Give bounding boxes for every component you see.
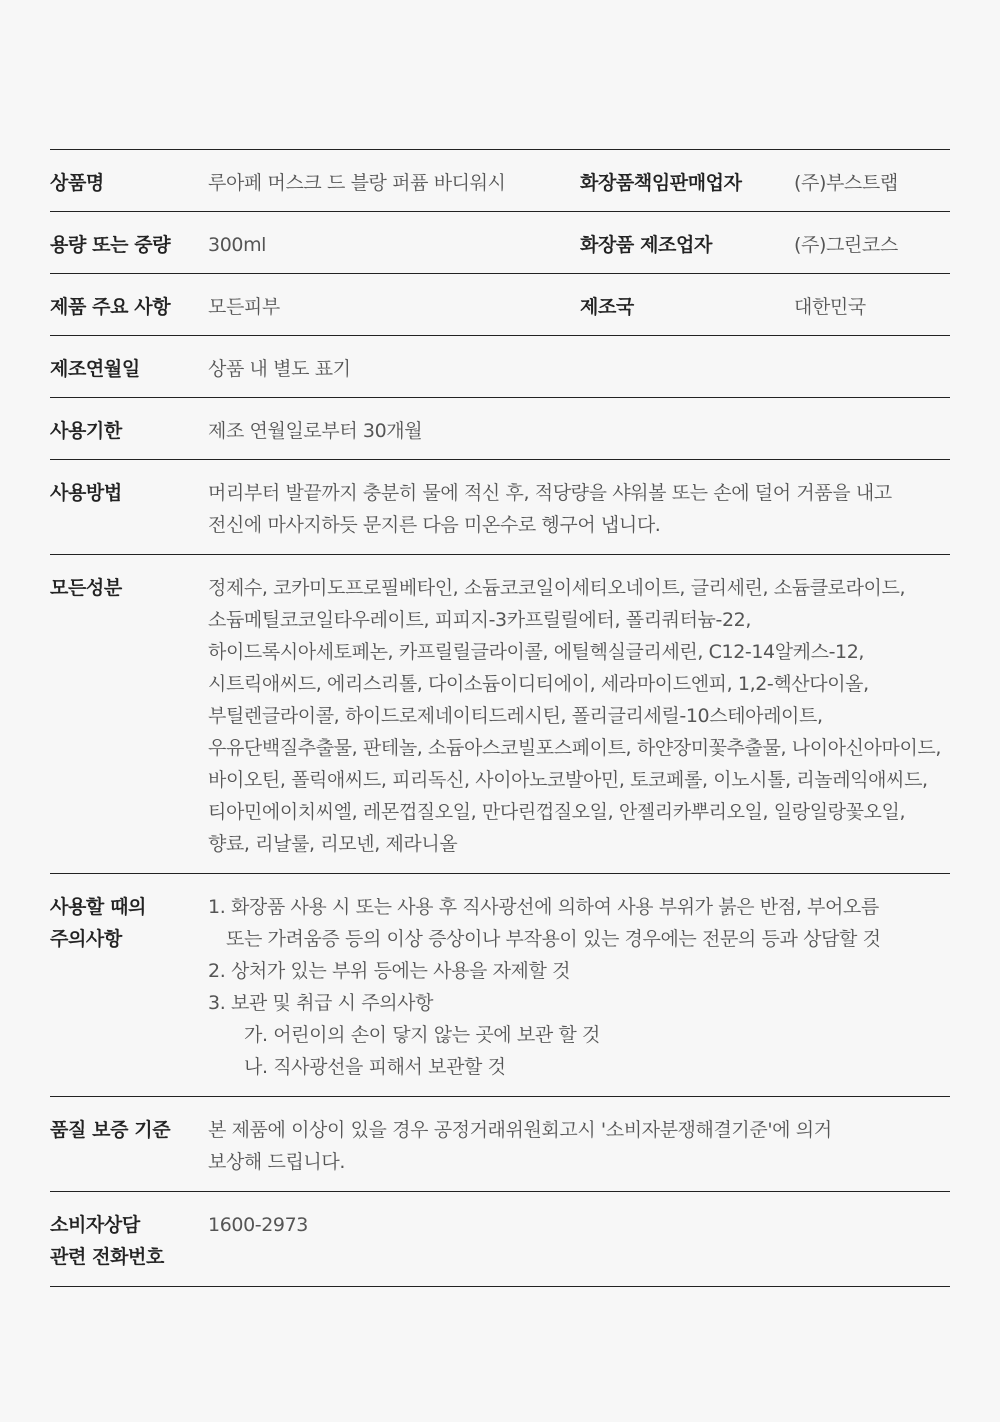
row-volume <box>50 212 950 274</box>
label-manufacture-date: 제조연월일 <box>50 358 140 380</box>
caution-line: 또는 가려움증 등의 이상 증상이나 부작용이 있는 경우에는 전문의 등과 상담할 것 <box>226 928 881 950</box>
value-responsible-seller: (주)부스트랩 <box>794 172 898 194</box>
label-expiry: 사용기한 <box>50 420 122 442</box>
label-contact <box>50 1192 208 1287</box>
value-country: 대한민국 <box>794 296 866 318</box>
row-ingredients <box>50 555 950 874</box>
value-product-name: 루아페 머스크 드 블랑 퍼퓸 바디워시 <box>208 172 506 194</box>
label-product-name: 상품명 <box>50 172 104 194</box>
row-expiry <box>50 398 950 460</box>
label-manufacturer: 화장품 제조업자 <box>580 234 712 256</box>
label-spec: 제품 주요 사항 <box>50 296 171 318</box>
quality-line: 보상해 드립니다. <box>208 1151 345 1173</box>
ingredients-line: 우유단백질추출물, 판테놀, 소듐아스코빌포스페이트, 하얀장미꽃추출물, 나이아신아마이드, <box>208 737 942 759</box>
row-manufacture-date <box>50 336 950 398</box>
label-volume: 용량 또는 중량 <box>50 234 171 256</box>
value-cautions <box>208 874 950 1097</box>
product-info-table <box>50 149 950 1287</box>
label-responsible-seller: 화장품책임판매업자 <box>580 172 742 194</box>
row-spec <box>50 274 950 336</box>
value-usage <box>208 460 950 555</box>
caution-line: 1. 화장품 사용 시 또는 사용 후 직사광선에 의하여 사용 부위가 붉은 반점, 부어오름 <box>208 896 879 918</box>
ingredients-line: 시트릭애씨드, 에리스리톨, 다이소듐이디티에이, 세라마이드엔피, 1,2-헥산다이올, <box>208 673 869 695</box>
row-usage <box>50 460 950 555</box>
value-manufacturer: (주)그린코스 <box>794 234 898 256</box>
label-cautions-line: 사용할 때의 <box>50 896 146 918</box>
label-quality: 품질 보증 기준 <box>50 1119 171 1141</box>
value-spec: 모든피부 <box>208 296 280 318</box>
label-country: 제조국 <box>580 296 634 318</box>
value-ingredients <box>208 555 950 874</box>
row-product-name <box>50 150 950 212</box>
caution-line: 나. 직사광선을 피해서 보관할 것 <box>244 1056 506 1078</box>
caution-line: 2. 상처가 있는 부위 등에는 사용을 자제할 것 <box>208 960 571 982</box>
ingredients-line: 하이드록시아세토페논, 카프릴릴글라이콜, 에틸헥실글리세린, C12-14알케스-12, <box>208 641 865 663</box>
caution-line: 3. 보관 및 취급 시 주의사항 <box>208 992 434 1014</box>
value-quality <box>208 1097 950 1192</box>
ingredients-line: 소듐메틸코코일타우레이트, 피피지-3카프릴릴에터, 폴리쿼터늄-22, <box>208 609 751 631</box>
ingredients-line: 티아민에이치씨엘, 레몬껍질오일, 만다린껍질오일, 안젤리카뿌리오일, 일랑일랑꽃오일, <box>208 801 906 823</box>
usage-line: 머리부터 발끝까지 충분히 물에 적신 후, 적당량을 샤워볼 또는 손에 덜어 거품을 내고 <box>208 482 892 504</box>
quality-line: 본 제품에 이상이 있을 경우 공정거래위원회고시 '소비자분쟁해결기준'에 의거 <box>208 1119 832 1141</box>
label-ingredients: 모든성분 <box>50 577 122 599</box>
value-volume: 300ml <box>208 234 267 256</box>
ingredients-line: 부틸렌글라이콜, 하이드로제네이티드레시틴, 폴리글리세릴-10스테아레이트, <box>208 705 823 727</box>
usage-line: 전신에 마사지하듯 문지른 다음 미온수로 헹구어 냅니다. <box>208 514 661 536</box>
caution-line: 가. 어린이의 손이 닿지 않는 곳에 보관 할 것 <box>244 1024 600 1046</box>
value-expiry: 제조 연월일로부터 30개월 <box>208 420 423 442</box>
row-contact <box>50 1192 950 1287</box>
label-usage: 사용방법 <box>50 482 122 504</box>
row-cautions <box>50 874 950 1097</box>
label-cautions <box>50 874 208 1097</box>
value-manufacture-date: 상품 내 별도 표기 <box>208 358 351 380</box>
ingredients-line: 향료, 리날룰, 리모넨, 제라니올 <box>208 833 458 855</box>
ingredients-line: 바이오틴, 폴릭애씨드, 피리독신, 사이아노코발아민, 토코페롤, 이노시톨, 리놀레익애씨드, <box>208 769 928 791</box>
row-quality <box>50 1097 950 1192</box>
value-contact-phone: 1600-2973 <box>208 1214 308 1236</box>
label-contact-line: 관련 전화번호 <box>50 1246 164 1268</box>
ingredients-line: 정제수, 코카미도프로필베타인, 소듐코코일이세티오네이트, 글리세린, 소듐클로라이드, <box>208 577 906 599</box>
label-cautions-line: 주의사항 <box>50 928 122 950</box>
label-contact-line: 소비자상담 <box>50 1214 140 1236</box>
product-info-sheet <box>50 149 950 1287</box>
